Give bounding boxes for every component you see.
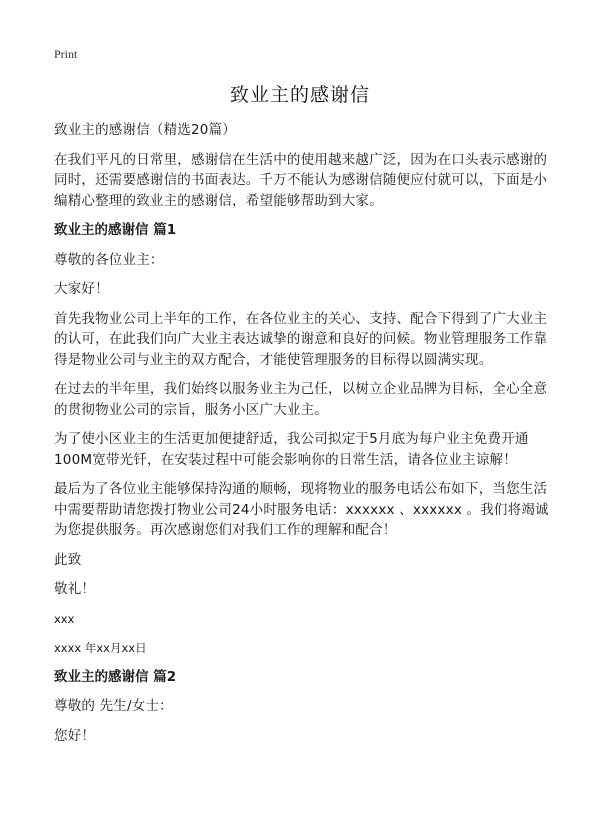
- greeting: 您好！: [54, 727, 96, 744]
- letter-date: xxxx 年xx月xx日: [54, 640, 147, 655]
- body-paragraph: 首先我物业公司上半年的工作，在各位业主的关心、支持、配合下得到了广大业主的认可，在此我们向广大业主表达诚挚的谢意和良好的问候。物业管理服务工作靠得是物业公司与业主的双方配合，才能使管理服务的目标得以圆满实现。: [54, 310, 548, 368]
- salutation: 尊敬的 先生/女士：: [54, 698, 173, 714]
- signature: xxx: [54, 611, 75, 626]
- salutation: 尊敬的各位业主：: [54, 251, 164, 268]
- body-paragraph: 为了使小区业主的生活更加便捷舒适，我公司拟定于5月底为每户业主免费开通100M宽带光钎，在安装过程中可能会影响你的日常生活，请各位业主谅解！: [54, 431, 529, 468]
- section-heading-2: 致业主的感谢信 篇2: [54, 668, 177, 685]
- intro-paragraph: 在我们平凡的日常里，感谢信在生活中的使用越来越广泛，因为在口头表示感谢的同时，还需要感谢信的书面表达。千万不能认为感谢信随便应付就可以，下面是小编精心整理的致业主的感谢信，希望能够帮助到大家。: [54, 151, 548, 209]
- section-heading-1: 致业主的感谢信 篇1: [54, 222, 177, 238]
- document-subtitle: 致业主的感谢信（精选20篇）: [54, 122, 236, 138]
- print-label[interactable]: Print: [54, 47, 78, 61]
- document-body: [54, 120, 554, 755]
- page-title: 致业主的感谢信: [229, 84, 370, 106]
- body-paragraph: 在过去的半年里，我们始终以服务业主为己任，以树立企业品牌为目标，全心全意的贯彻物业公司的宗旨，服务小区广大业主。: [54, 381, 548, 418]
- closing-salute: 敬礼！: [54, 581, 96, 597]
- greeting: 大家好！: [54, 281, 109, 297]
- body-paragraph: 最后为了各位业主能够保持沟通的顺畅，现将物业的服务电话公布如下，当您生活中需要帮助请您拨打物业公司24小时服务电话：xxxxxx 、xxxxxx 。我们将竭诚为您提供服务。再次感谢您们对我们工作的理解和配合！: [54, 481, 549, 538]
- closing-line: 此致: [54, 551, 82, 568]
